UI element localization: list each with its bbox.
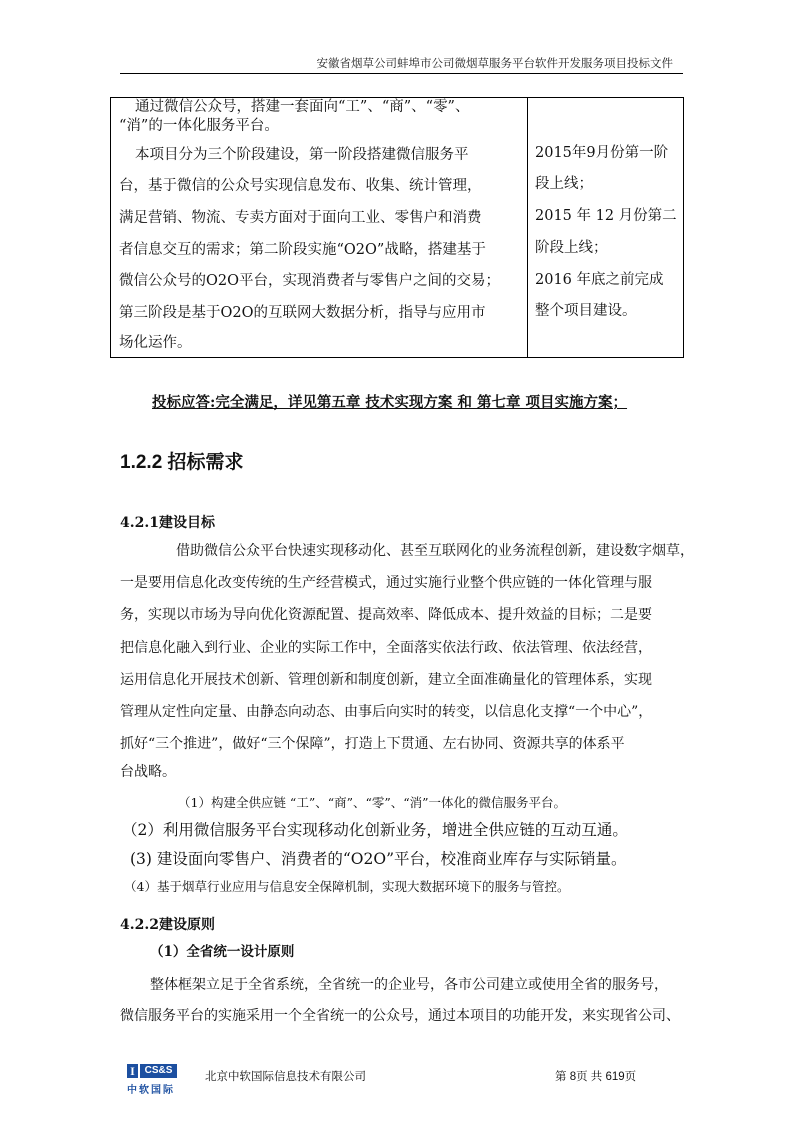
table-column-divider	[527, 98, 528, 357]
page-header: 安徽省烟草公司蚌埠市公司微烟草服务平台软件开发服务项目投标文件	[316, 56, 673, 70]
subsection-title: 4.2.1建设目标	[120, 515, 215, 531]
company-logo: I CS&S 中软国际	[127, 1064, 175, 1096]
table-line: 者信息交互的需求；第二阶段实施“O2O”战略，搭建基于	[119, 242, 486, 258]
subsection-title: 4.2.2建设原则	[120, 917, 215, 933]
paragraph-line: 把信息化融入到行业、企业的实际工作中，全面落实依法行政、依法管理、依法经营，	[120, 640, 652, 656]
schedule-line: 2015年9月份第一阶	[535, 145, 669, 161]
page-number: 第 8页 共 619页	[555, 1071, 637, 1083]
paragraph-line: 务，实现以市场为导向优化资源配置、提高效率、降低成本、提升效益的目标；二是要	[120, 607, 652, 623]
paragraph-line: 微信服务平台的实施采用一个全省统一的公众号，通过本项目的功能开发，来实现省公司、	[120, 1008, 680, 1024]
header-rule	[120, 73, 683, 74]
table-line: 通过微信公众号，搭建一套面向“工”、“商”、“零”、	[135, 99, 470, 115]
table-line: 第三阶段是基于O2O的互联网大数据分析，指导与应用市	[119, 305, 486, 321]
schedule-line: 整个项目建设。	[535, 303, 637, 319]
footer-company: 北京中软国际信息技术有限公司	[205, 1071, 366, 1083]
paragraph-line: 运用信息化开展技术创新、管理创新和制度创新，建立全面准确量化的管理体系，实现	[120, 672, 652, 688]
bid-response: 投标应答:完全满足，详见第五章 技术实现方案 和 第七章 项目实施方案；	[152, 394, 628, 411]
list-item: （2）利用微信服务平台实现移动化创新业务，增进全供应链的互动互通。	[122, 821, 628, 839]
paragraph-line: 整体框架立足于全省系统，全省统一的企业号，各市公司建立或使用全省的服务号，	[150, 977, 668, 993]
table-line: 场化运作。	[119, 335, 192, 351]
list-item: （4）基于烟草行业应用与信息安全保障机制，实现大数据环境下的服务与管控。	[124, 879, 570, 894]
table-line: “消”的一体化服务平台。	[119, 118, 279, 134]
schedule-line: 2015 年 12 月份第二	[535, 208, 677, 224]
schedule-line: 阶段上线；	[535, 240, 608, 256]
paragraph-line: 管理从定性向定量、由静态向动态、由事后向实时的转变，以信息化支撑“一个中心”，	[120, 704, 653, 720]
table-line: 满足营销、物流、专卖方面对于面向工业、零售户和消费	[119, 210, 482, 226]
schedule-line: 2016 年底之前完成	[535, 272, 664, 288]
list-item: （1）构建全供应链 “工”、“商”、“零”、“消”一体化的微信服务平台。	[178, 795, 567, 810]
project-table	[110, 97, 684, 358]
section-heading: 1.2.2 招标需求	[120, 452, 244, 473]
paragraph-line: 台战略。	[120, 764, 176, 780]
table-line: 台，基于微信的公众号实现信息发布、收集、统计管理，	[119, 178, 482, 194]
table-line: 本项目分为三个阶段建设，第一阶段搭建微信服务平	[135, 147, 469, 163]
paragraph-line: 抓好“三个推进”，做好“三个保障”，打造上下贯通、左右协同、资源共享的体系平	[120, 736, 625, 752]
schedule-line: 段上线；	[535, 176, 593, 192]
paragraph-line: 一是要用信息化改变传统的生产经营模式，通过实施行业整个供应链的一体化管理与服	[120, 575, 652, 591]
list-item: (3) 建设面向零售户、消费者的“O2O”平台，校准商业库存与实际销量。	[130, 850, 627, 868]
paragraph-line: 借助微信公众平台快速实现移动化、甚至互联网化的业务流程创新，建设数字烟草，	[176, 543, 694, 559]
principle-title: （1）全省统一设计原则	[150, 944, 295, 960]
table-line: 微信公众号的O2O平台，实现消费者与零售户之间的交易；	[119, 273, 500, 289]
